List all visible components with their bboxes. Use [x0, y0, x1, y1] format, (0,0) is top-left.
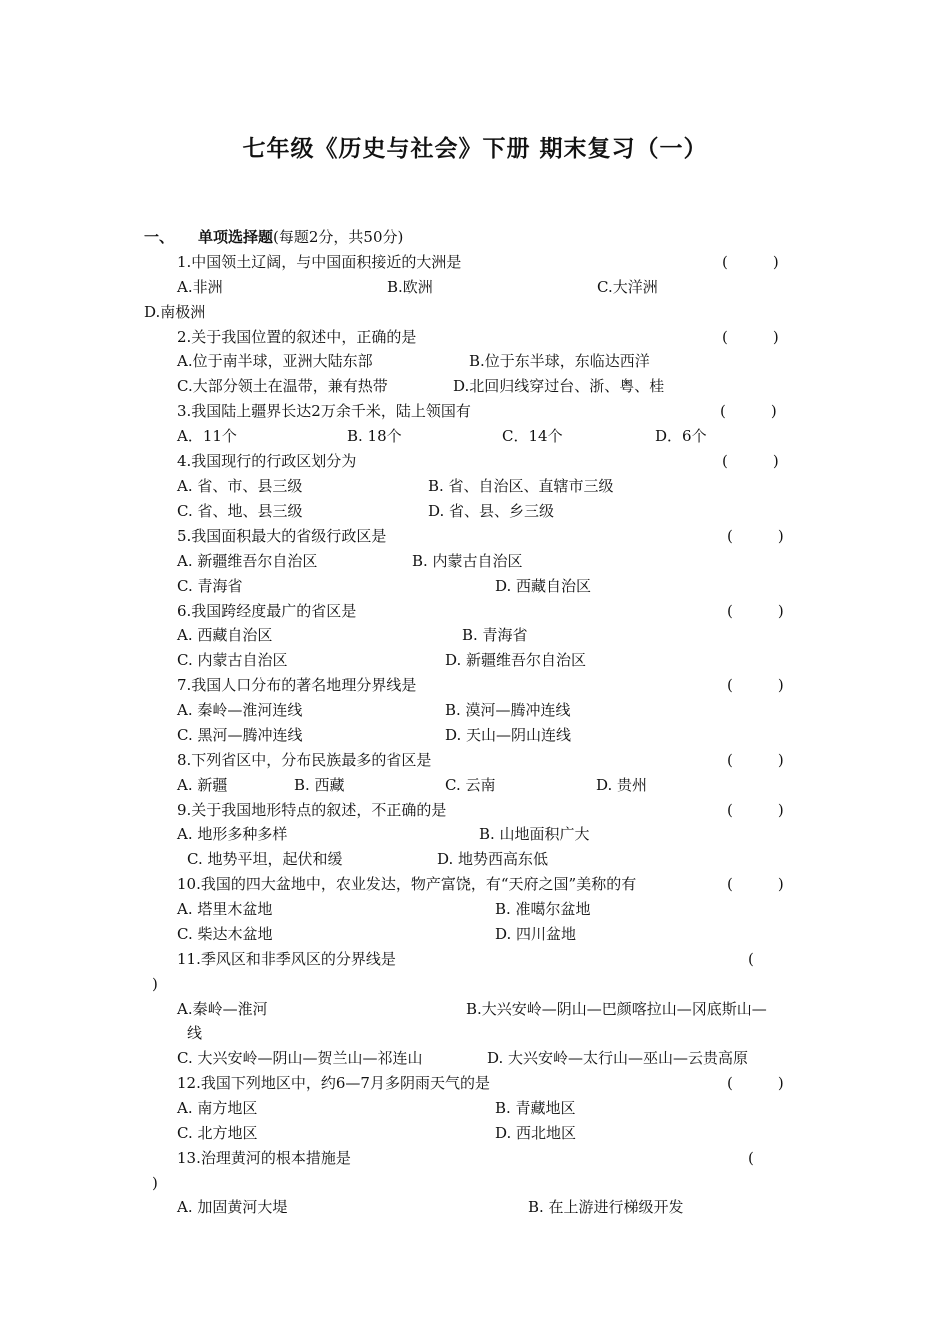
- q4-option-a: A. 省、市、县三级: [177, 477, 303, 495]
- question-6: 6.我国跨经度最广的省区是: [177, 602, 357, 620]
- q1-option-a: A.非洲: [177, 278, 223, 296]
- q3-option-b: B. 18个: [347, 427, 402, 445]
- section-note: (每题2分，共50分): [273, 228, 404, 246]
- q3-option-a: A．11个: [177, 427, 237, 445]
- q4-option-d: D. 省、县、乡三级: [428, 502, 555, 520]
- question-7: 7.我国人口分布的著名地理分界线是: [177, 676, 417, 694]
- q5-option-a: A. 新疆维吾尔自治区: [177, 552, 318, 570]
- question-11: 11.季风区和非季风区的分界线是: [177, 950, 396, 968]
- section-number: 一、: [144, 228, 175, 246]
- q4-option-c: C. 省、地、县三级: [177, 502, 303, 520]
- q4-option-b: B. 省、自治区、直辖市三级: [428, 477, 614, 495]
- answer-paren-8: ( ): [727, 751, 784, 769]
- q2-option-c: C.大部分领土在温带，兼有热带: [177, 377, 388, 395]
- section-heading: [144, 227, 403, 247]
- q8-option-b: B. 西藏: [294, 776, 345, 794]
- question-8: 8.下列省区中，分布民族最多的省区是: [177, 751, 432, 769]
- answer-paren-4: ( ): [722, 452, 779, 470]
- question-3: 3.我国陆上疆界长达2万余千米，陆上领国有: [177, 402, 471, 420]
- question-1: 1.中国领土辽阔，与中国面积接近的大洲是: [177, 253, 462, 271]
- q6-option-b: B. 青海省: [462, 626, 528, 644]
- answer-paren-open-11: (: [748, 950, 754, 968]
- answer-paren-3: ( ): [720, 402, 777, 420]
- q6-option-d: D. 新疆维吾尔自治区: [445, 651, 587, 669]
- question-10: 10.我国的四大盆地中，农业发达，物产富饶，有“天府之国”美称的有: [177, 875, 637, 893]
- answer-paren-1: ( ): [722, 253, 779, 271]
- q10-option-d: D. 四川盆地: [495, 925, 577, 943]
- question-2: 2.关于我国位置的叙述中，正确的是: [177, 328, 417, 346]
- q2-option-b: B.位于东半球，东临达西洋: [469, 352, 650, 370]
- answer-paren-open-13: (: [748, 1149, 754, 1167]
- answer-paren-12: ( ): [727, 1074, 784, 1092]
- question-12: 12.我国下列地区中，约6—7月多阴雨天气的是: [177, 1074, 490, 1092]
- q2-option-d: D.北回归线穿过台、浙、粤、桂: [453, 377, 665, 395]
- answer-paren-10: ( ): [727, 875, 784, 893]
- answer-paren-6: ( ): [727, 602, 784, 620]
- q11-option-b-cont: 线: [187, 1024, 203, 1042]
- q10-option-a: A. 塔里木盆地: [177, 900, 273, 918]
- page-title: 七年级《历史与社会》下册 期末复习（一）: [242, 136, 708, 162]
- q7-option-c: C. 黑河—腾冲连线: [177, 726, 303, 744]
- q9-option-a: A. 地形多种多样: [177, 825, 288, 843]
- q13-option-b: B. 在上游进行梯级开发: [528, 1198, 684, 1216]
- q1-option-c: C.大洋洲: [597, 278, 658, 296]
- q13-option-a: A. 加固黄河大堤: [177, 1198, 288, 1216]
- q11-option-c: C. 大兴安岭—阴山—贺兰山—祁连山: [177, 1049, 423, 1067]
- q5-option-c: C. 青海省: [177, 577, 243, 595]
- q8-option-d: D. 贵州: [596, 776, 648, 794]
- q6-option-a: A. 西藏自治区: [177, 626, 273, 644]
- q12-option-a: A. 南方地区: [177, 1099, 258, 1117]
- q7-option-a: A. 秦岭—淮河连线: [177, 701, 303, 719]
- q1-option-d: D.南极洲: [144, 303, 206, 321]
- q9-option-d: D. 地势西高东低: [437, 850, 549, 868]
- q12-option-d: D. 西北地区: [495, 1124, 577, 1142]
- q11-option-a: A.秦岭—淮河: [177, 1000, 268, 1018]
- q11-option-d: D. 大兴安岭—太行山—巫山—云贵高原: [487, 1049, 749, 1067]
- q12-option-b: B. 青藏地区: [495, 1099, 576, 1117]
- q7-option-d: D. 天山—阴山连线: [445, 726, 572, 744]
- q9-option-b: B. 山地面积广大: [479, 825, 590, 843]
- section-name: 单项选择题: [198, 228, 274, 246]
- q6-option-c: C. 内蒙古自治区: [177, 651, 288, 669]
- q5-option-d: D. 西藏自治区: [495, 577, 592, 595]
- answer-paren-close-13: ): [152, 1174, 158, 1192]
- question-13: 13.治理黄河的根本措施是: [177, 1149, 351, 1167]
- q12-option-c: C. 北方地区: [177, 1124, 258, 1142]
- q1-option-b: B.欧洲: [387, 278, 433, 296]
- answer-paren-9: ( ): [727, 801, 784, 819]
- q11-option-b: B.大兴安岭—阴山—巴颜喀拉山—冈底斯山—: [466, 1000, 767, 1018]
- q9-option-c: C. 地势平坦，起伏和缓: [187, 850, 343, 868]
- q10-option-b: B. 准噶尔盆地: [495, 900, 591, 918]
- answer-paren-2: ( ): [722, 328, 779, 346]
- q7-option-b: B. 漠河—腾冲连线: [445, 701, 571, 719]
- answer-paren-7: ( ): [727, 676, 784, 694]
- q2-option-a: A.位于南半球，亚洲大陆东部: [177, 352, 373, 370]
- question-5: 5.我国面积最大的省级行政区是: [177, 527, 387, 545]
- q5-option-b: B. 内蒙古自治区: [412, 552, 523, 570]
- q10-option-c: C. 柴达木盆地: [177, 925, 273, 943]
- q3-option-c: C．14个: [502, 427, 563, 445]
- q8-option-a: A. 新疆: [177, 776, 228, 794]
- answer-paren-5: ( ): [727, 527, 784, 545]
- q8-option-c: C. 云南: [445, 776, 496, 794]
- question-4: 4.我国现行的行政区划分为: [177, 452, 357, 470]
- answer-paren-close-11: ): [152, 975, 158, 993]
- question-9: 9.关于我国地形特点的叙述，不正确的是: [177, 801, 447, 819]
- q3-option-d: D．6个: [655, 427, 707, 445]
